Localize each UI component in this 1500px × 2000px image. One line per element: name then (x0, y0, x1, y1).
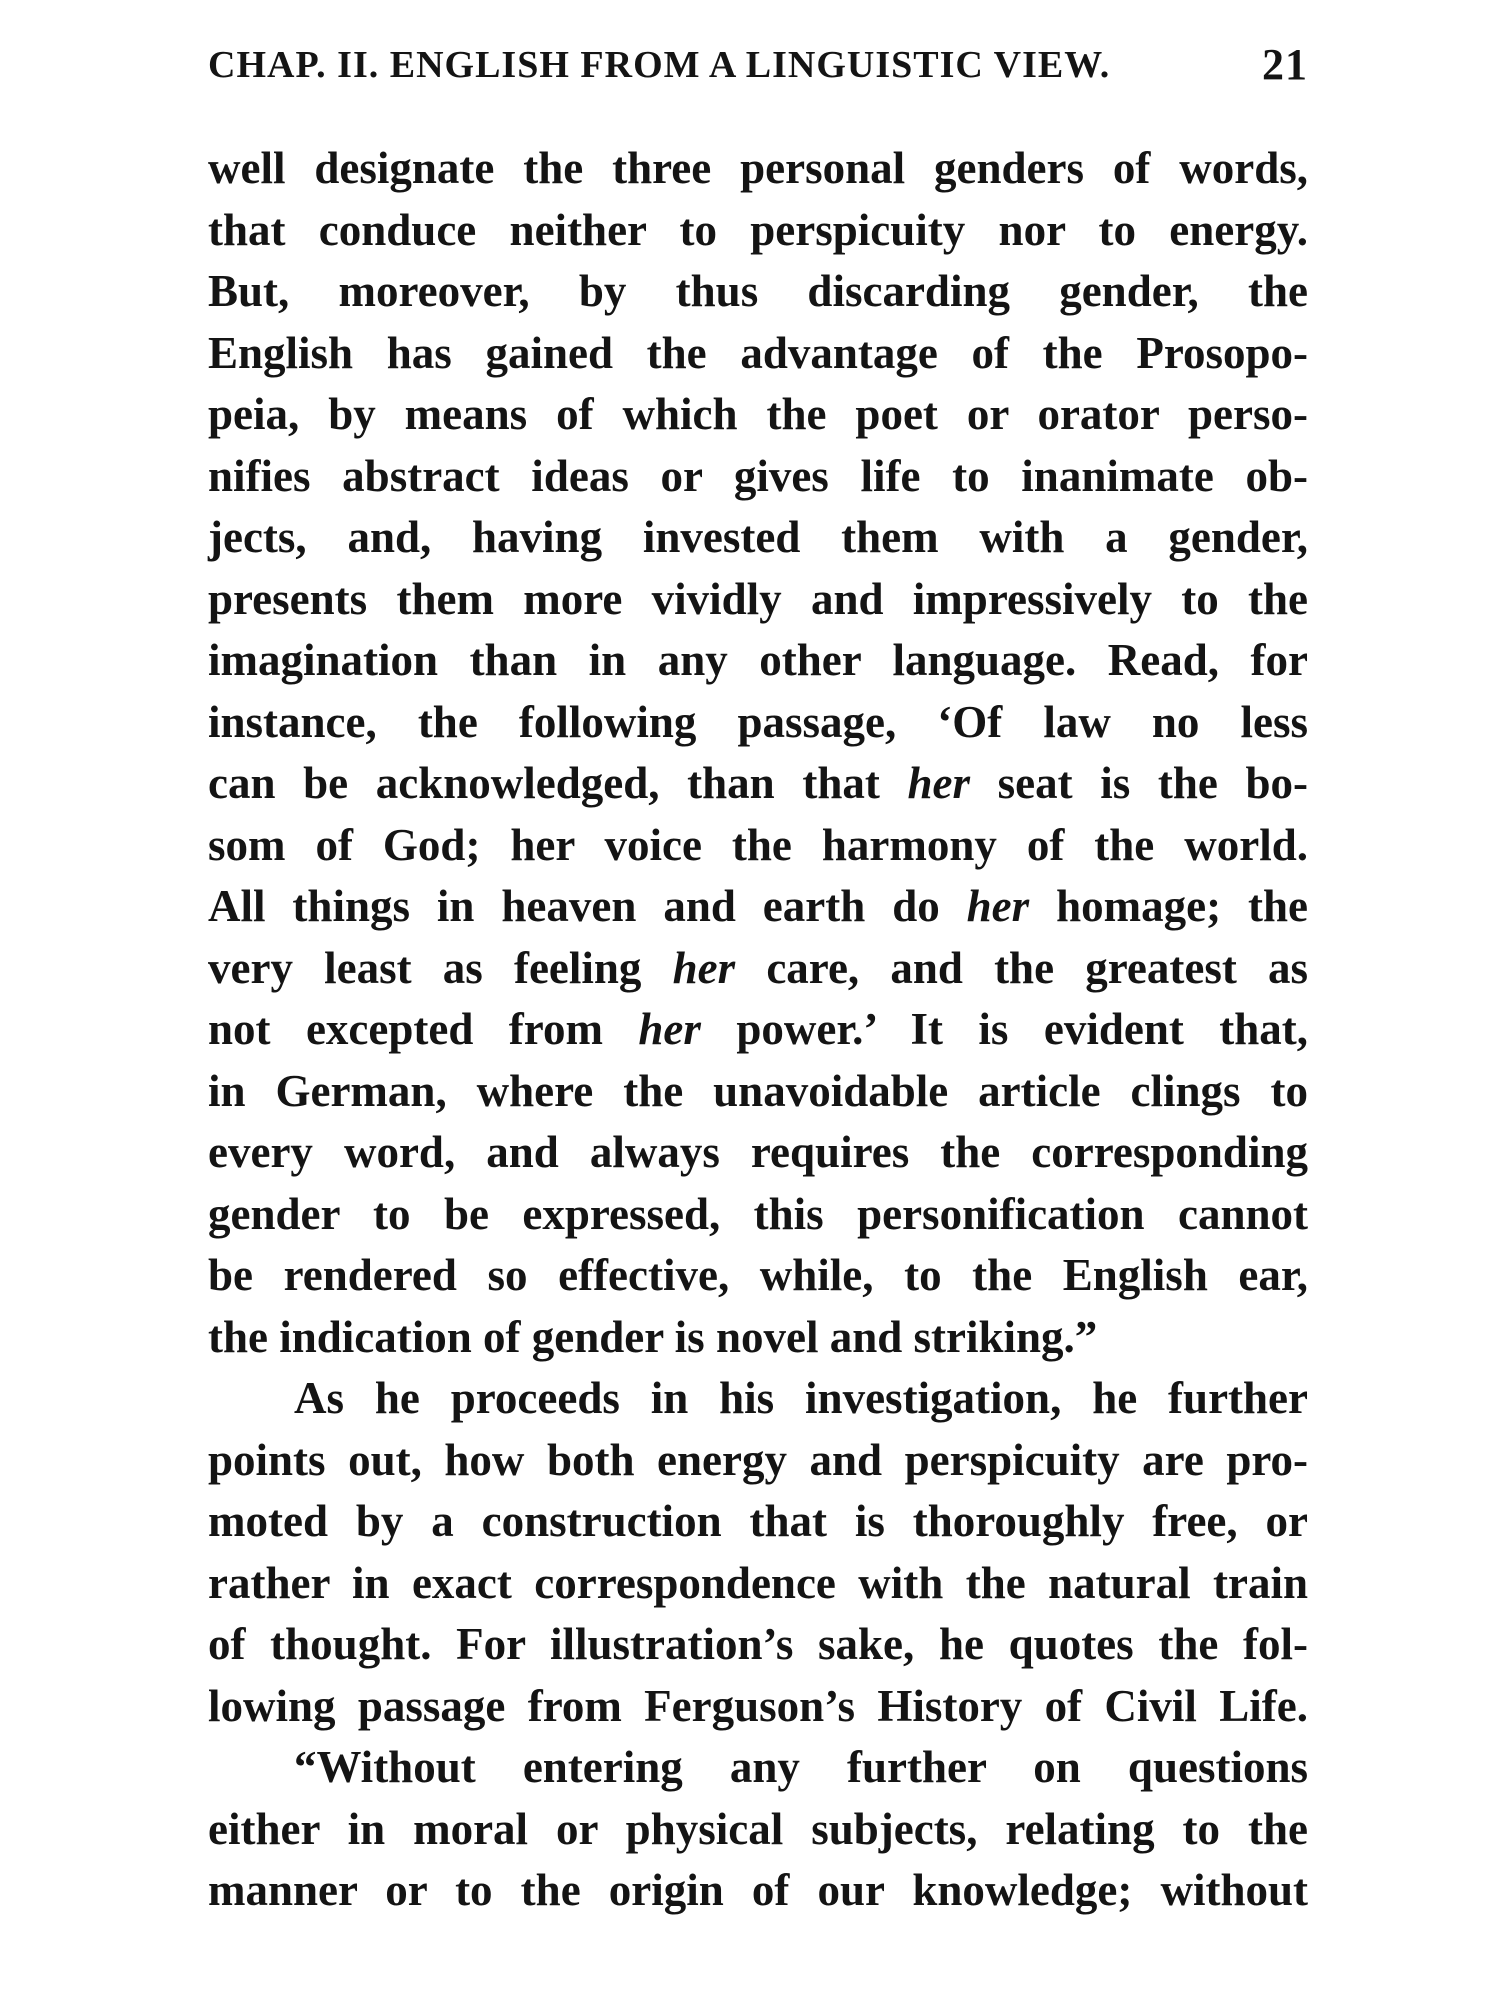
page-number: 21 (1262, 40, 1308, 89)
running-title: CHAP. II. ENGLISH FROM A LINGUISTIC VIEW. (208, 44, 1111, 86)
text-line: peia, by means of which the poet or orator perso- (208, 389, 1308, 439)
text-line: nifies abstract ideas or gives life to inanimate ob- (208, 450, 1308, 501)
italic-her: her (672, 942, 736, 993)
body-text (208, 138, 1308, 1922)
text-line: jects, and, having invested them with a gender, (208, 512, 1308, 562)
text-line: But, moreover, by thus discarding gender, the (208, 266, 1308, 316)
line-part: All things in heaven and earth do (208, 881, 940, 931)
text-line: gender to be expressed, this personification cannot (208, 1188, 1308, 1239)
text-line: every word, and always requires the corresponding (208, 1127, 1308, 1177)
text-line: lowing passage from Ferguson’s History of Civil Life. (208, 1680, 1308, 1731)
text-line: presents them more vividly and impressively to the (208, 573, 1308, 624)
line-part: not excepted from (208, 1004, 603, 1054)
text-line: in German, where the unavoidable article clings to (208, 1065, 1308, 1116)
text-line (208, 876, 1308, 938)
text-line: rather in exact correspondence with the natural train (208, 1557, 1308, 1608)
text-line (208, 999, 1308, 1061)
text-line: be rendered so effective, while, to the English ear, (208, 1250, 1308, 1300)
text-line: som of God; her voice the harmony of the world. (208, 819, 1308, 870)
text-line: “Without entering any further on questions (294, 1742, 1308, 1792)
italic-her: her (966, 881, 1030, 931)
text-line: of thought. For illustration’s sake, he quotes the fol- (208, 1619, 1308, 1669)
line-part: seat is the bo- (997, 758, 1309, 808)
text-line: the indication of gender is novel and striking.” (208, 1311, 1098, 1362)
line-part: can be acknowledged, than that (208, 758, 880, 808)
text-line: instance, the following passage, ‘Of law no less (208, 696, 1308, 747)
text-line: manner or to the origin of our knowledge; without (208, 1865, 1308, 1915)
italic-her: her (638, 1004, 701, 1054)
text-line: moted by a construction that is thoroughly free, or (208, 1496, 1308, 1546)
text-line (208, 753, 1308, 815)
text-line: English has gained the advantage of the Prosopo- (208, 327, 1308, 378)
line-part: power.’ It is evident that, (736, 1004, 1309, 1054)
line-part: care, and the greatest as (766, 942, 1309, 993)
text-line: imagination than in any other language. Read, for (208, 635, 1308, 685)
text-line: As he proceeds in his investigation, he further (294, 1373, 1308, 1423)
text-line: either in moral or physical subjects, relating to the (208, 1803, 1308, 1854)
running-header (208, 30, 1308, 100)
text-line: well designate the three personal genders of words, (208, 143, 1308, 193)
line-part: very least as feeling (208, 942, 642, 993)
text-line: points out, how both energy and perspicuity are pro- (208, 1434, 1308, 1485)
text-line: that conduce neither to perspicuity nor to energy. (208, 204, 1308, 255)
text-line (208, 938, 1308, 1000)
italic-her: her (907, 758, 970, 808)
line-part: homage; the (1056, 881, 1308, 931)
